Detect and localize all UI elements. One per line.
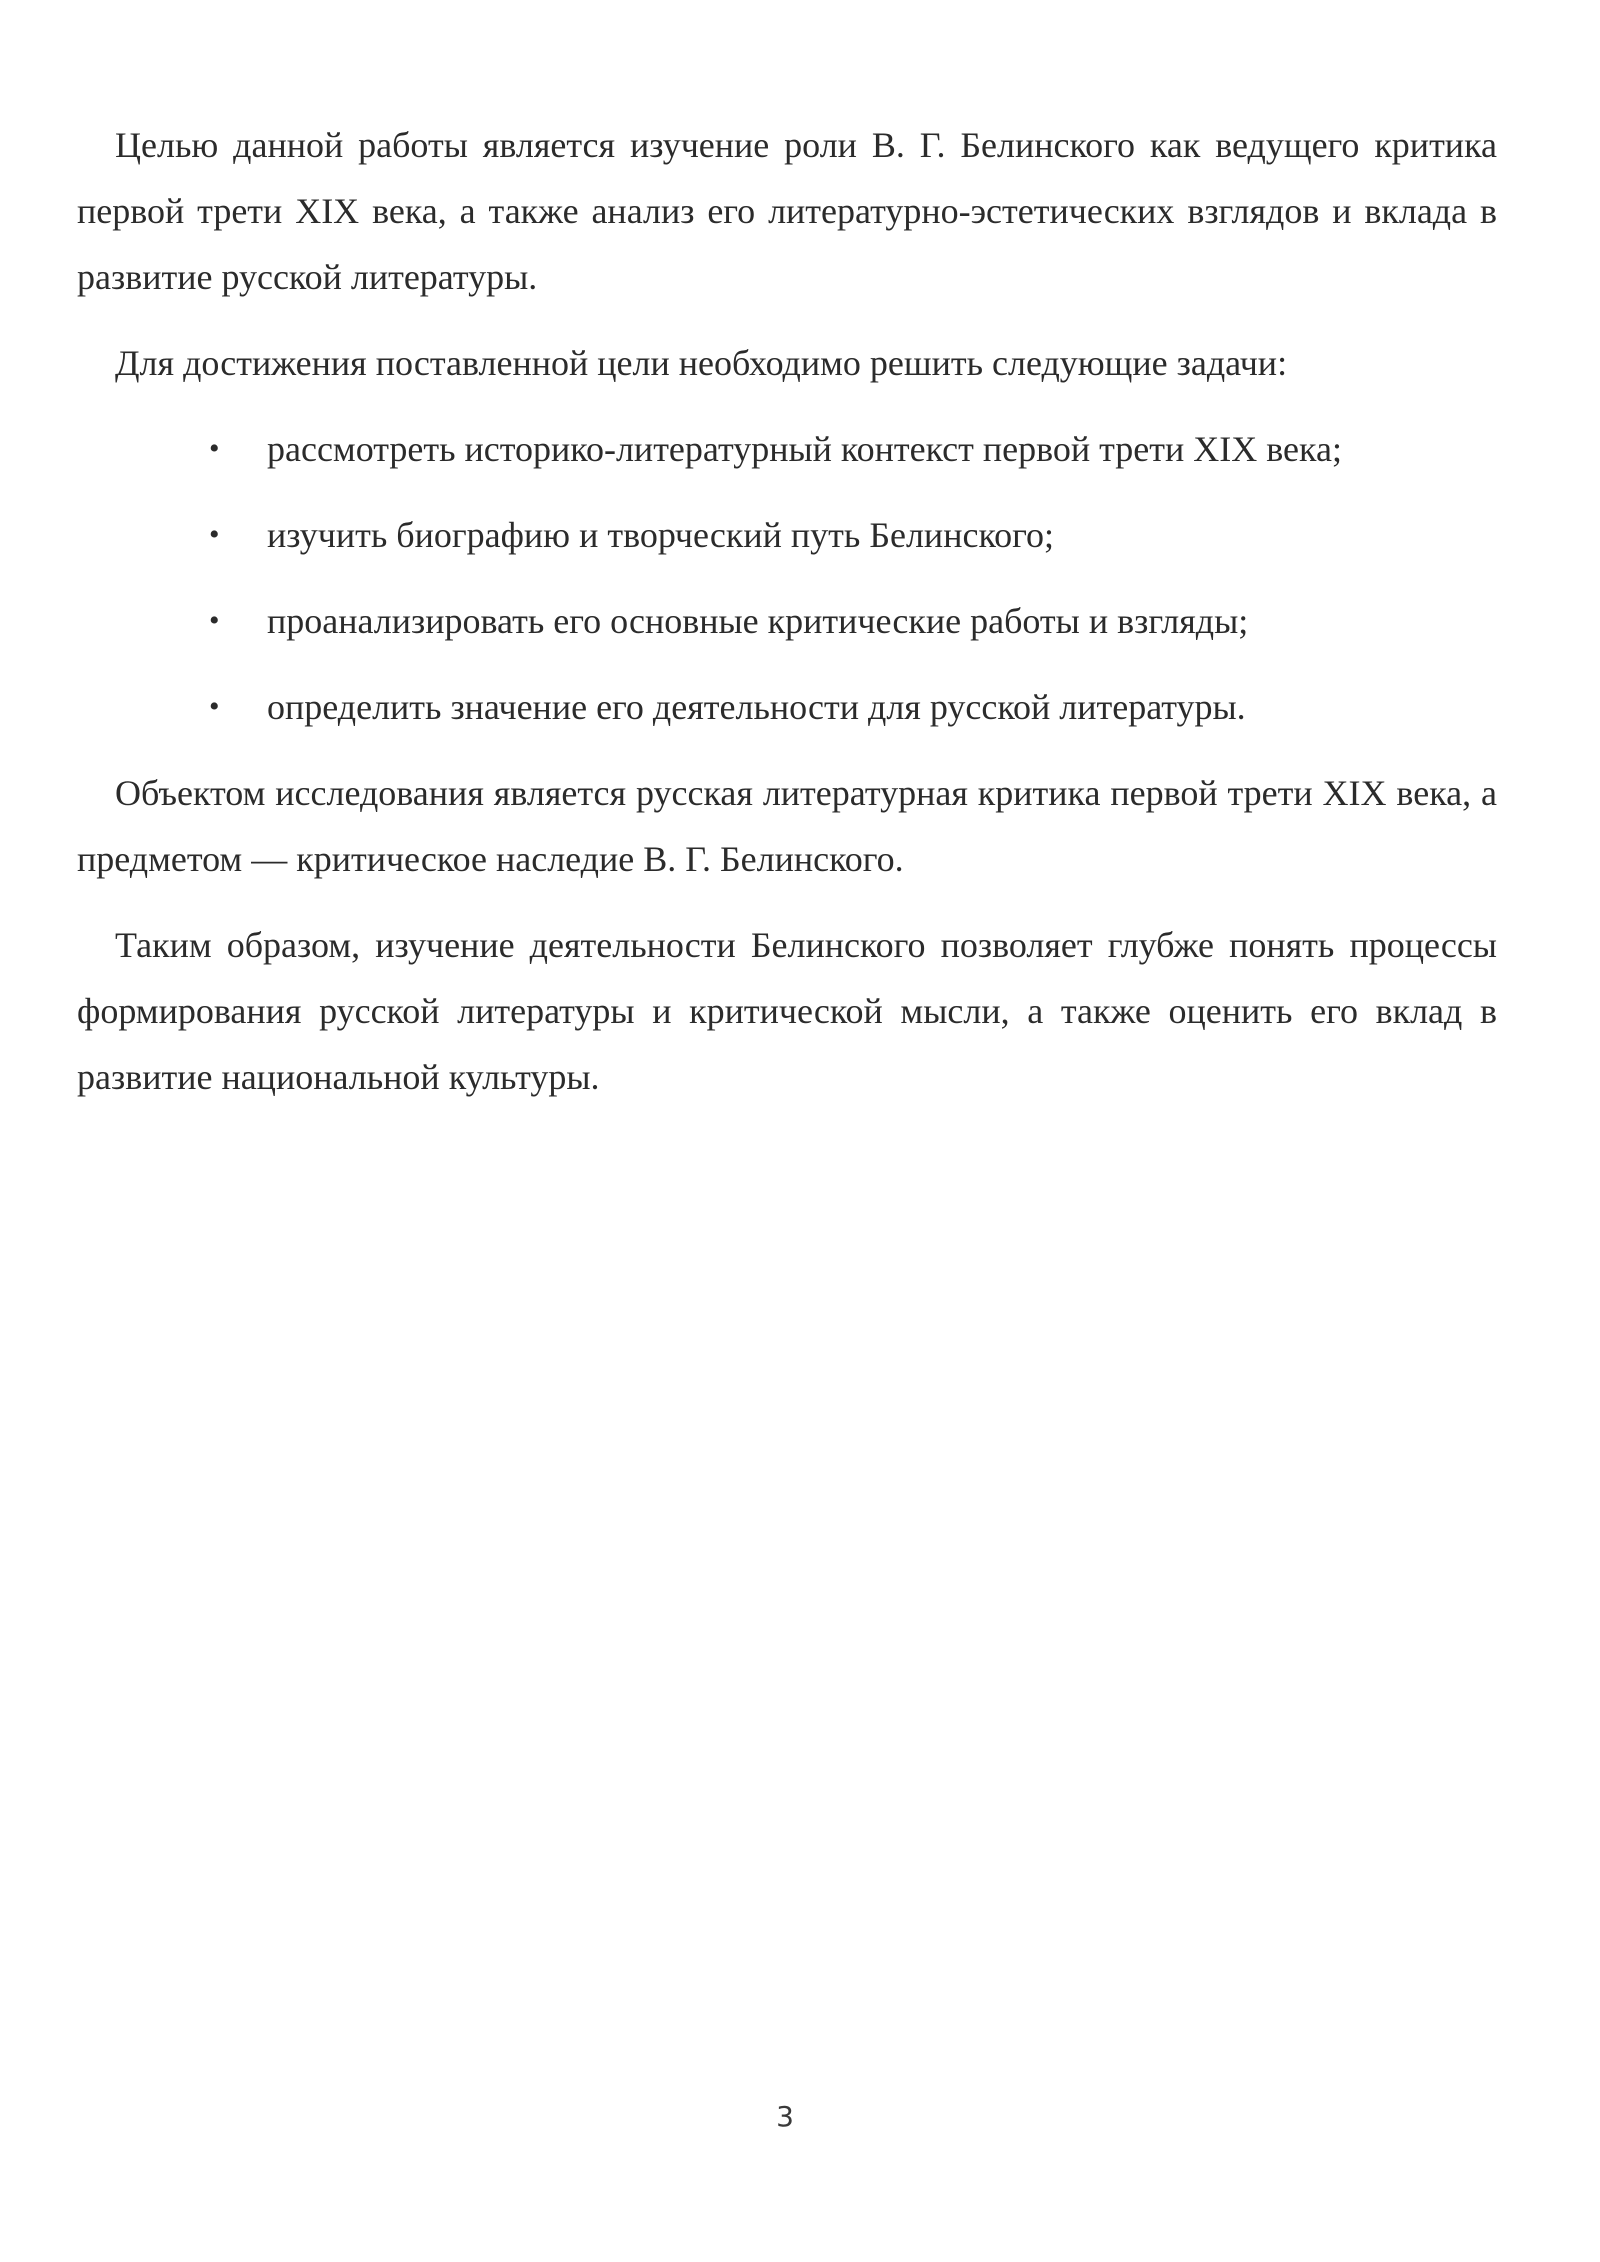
page-number: 3 — [776, 2100, 794, 2133]
bullet-icon: • — [209, 604, 220, 637]
list-item — [77, 502, 1497, 568]
list-item — [77, 674, 1497, 740]
list-item — [77, 588, 1497, 654]
list-item — [77, 416, 1497, 482]
bullet-icon: • — [209, 518, 220, 551]
paragraph-goal: Целью данной работы является изучение роли В. Г. Белинского как ведущего критика первой трети XIX века, а также анализ его литературно-эстетических взглядов и вклада в развитие русской литературы. — [77, 125, 1497, 297]
bullet-icon: • — [209, 432, 220, 465]
list-item-text: проанализировать его основные критические работы и взгляды; — [267, 601, 1249, 641]
task-list — [77, 416, 1497, 740]
paragraph-object-subject: Объектом исследования является русская литературная критика первой трети XIX века, а предметом — критическое наследие В. Г. Белинского. — [77, 773, 1497, 879]
list-item-text: изучить биографию и творческий путь Белинского; — [267, 515, 1054, 555]
list-item-text: определить значение его деятельности для русской литературы. — [267, 687, 1246, 727]
bullet-icon: • — [209, 690, 220, 723]
list-item-text: рассмотреть историко-литературный контекст первой трети XIX века; — [267, 429, 1342, 469]
paragraph-tasks-intro: Для достижения поставленной цели необходимо решить следующие задачи: — [115, 343, 1288, 383]
document-body — [77, 112, 1497, 1130]
paragraph-conclusion: Таким образом, изучение деятельности Белинского позволяет глубже понять процессы формирования русской литературы и критической мысли, а также оценить его вклад в развитие национальной культуры. — [77, 925, 1497, 1097]
